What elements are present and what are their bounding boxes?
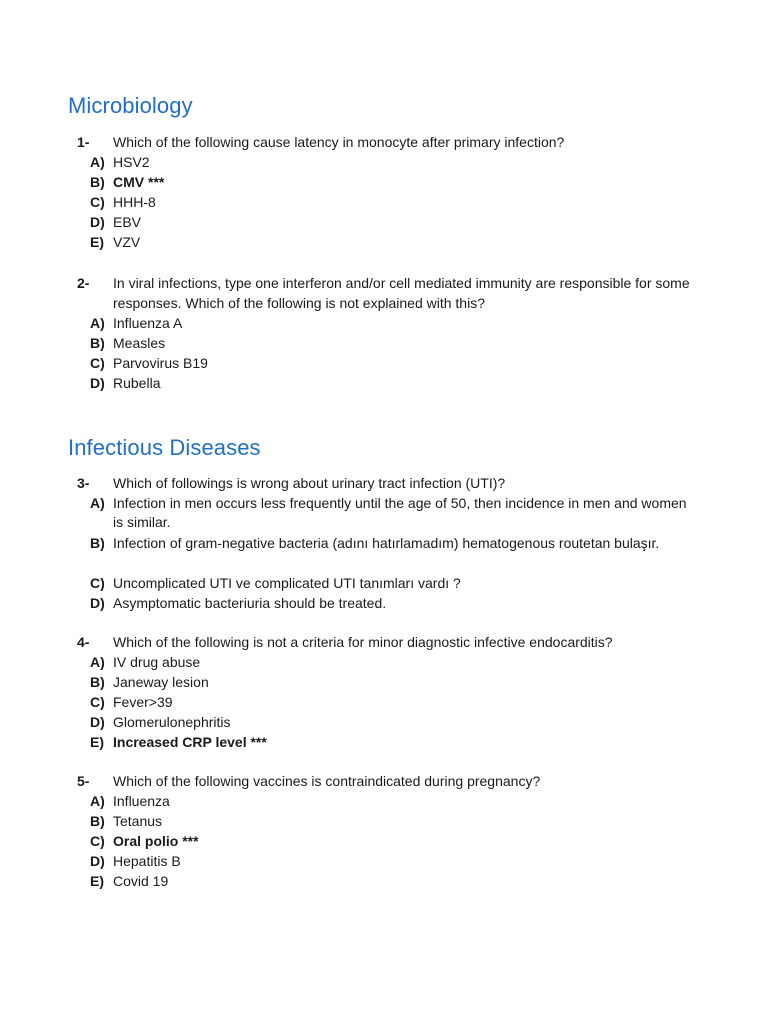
- option-b: [0, 673, 768, 693]
- option-e: [0, 872, 768, 892]
- option-letter: A): [90, 792, 105, 809]
- question-text: In viral infections, type one interferon and/or cell mediated immunity are responsible for some responses. Which of the following is not explained with this?: [113, 275, 690, 311]
- option-letter: B): [90, 534, 105, 551]
- option-letter: A): [90, 315, 105, 331]
- option-letter: E): [90, 872, 104, 889]
- section-title-infectious-diseases: Infectious Diseases: [68, 435, 261, 460]
- option-text: Glomerulonephritis: [113, 713, 231, 730]
- question-5: [0, 772, 768, 892]
- option-text: Influenza: [113, 792, 170, 809]
- option-letter: A): [90, 653, 105, 670]
- option-letter: D): [90, 213, 105, 230]
- option-letter: D): [90, 713, 105, 730]
- option-text: Hepatitis B: [113, 852, 181, 869]
- question-number: 3-: [77, 475, 90, 491]
- question-3: [0, 474, 768, 614]
- option-text: Tetanus: [113, 812, 163, 829]
- option-c: [0, 193, 768, 213]
- option-text: Rubella: [113, 375, 161, 391]
- question-number: 2-: [77, 275, 90, 291]
- option-letter: C): [90, 832, 105, 849]
- option-text: Janeway lesion: [113, 673, 209, 690]
- option-letter: B): [90, 673, 105, 690]
- option-d: [0, 213, 768, 233]
- option-b: [0, 812, 768, 832]
- option-text: IV drug abuse: [113, 653, 201, 670]
- option-text-correct: CMV ***: [113, 173, 165, 190]
- option-letter: C): [90, 193, 105, 210]
- option-text: Measles: [113, 335, 166, 351]
- question-1: [0, 133, 768, 253]
- option-letter: E): [90, 733, 104, 750]
- question-text: Which of followings is wrong about urinary tract infection (UTI)?: [113, 475, 506, 491]
- option-text: HHH-8: [113, 193, 156, 210]
- option-letter: A): [90, 494, 105, 511]
- option-letter: B): [90, 812, 105, 829]
- question-number: 1-: [77, 134, 90, 150]
- option-e: [0, 733, 768, 753]
- option-text: EBV: [113, 213, 142, 230]
- option-text: HSV2: [113, 153, 150, 170]
- option-text: Parvovirus B19: [113, 355, 208, 371]
- option-d: [0, 713, 768, 733]
- question-text: Which of the following cause latency in monocyte after primary infection?: [113, 134, 565, 150]
- option-c: [0, 693, 768, 713]
- option-letter: D): [90, 375, 105, 391]
- option-text: Asymptomatic bacteriuria should be treated.: [113, 594, 387, 611]
- option-a: [0, 314, 768, 334]
- question-text: Which of the following is not a criteria for minor diagnostic infective endocarditis?: [113, 634, 613, 650]
- question-text: Which of the following vaccines is contraindicated during pregnancy?: [113, 773, 541, 789]
- option-letter: B): [90, 335, 105, 351]
- option-c: [0, 574, 768, 594]
- option-text: Influenza A: [113, 315, 183, 331]
- option-b: [0, 334, 768, 354]
- option-letter: C): [90, 355, 105, 371]
- option-a: [0, 653, 768, 673]
- option-a: [0, 153, 768, 173]
- option-a: [0, 494, 768, 534]
- question-4: [0, 633, 768, 753]
- option-text: Covid 19: [113, 872, 169, 889]
- option-d: [0, 852, 768, 872]
- option-letter: D): [90, 594, 105, 611]
- option-d: [0, 374, 768, 394]
- question-2: [0, 274, 768, 394]
- option-letter: D): [90, 852, 105, 869]
- option-letter: B): [90, 173, 105, 190]
- section-title-microbiology: Microbiology: [68, 93, 193, 118]
- option-letter: A): [90, 153, 105, 170]
- option-b: [0, 173, 768, 193]
- option-e: [0, 233, 768, 253]
- option-text-correct: Increased CRP level ***: [113, 733, 267, 750]
- option-text: Infection in men occurs less frequently until the age of 50, then incidence in men and women is similar.: [113, 494, 687, 530]
- option-a: [0, 792, 768, 812]
- option-text-correct: Oral polio ***: [113, 832, 199, 849]
- option-c: [0, 354, 768, 374]
- question-number: 4-: [77, 634, 90, 650]
- option-text: Infection of gram-negative bacteria (adını hatırlamadım) hematogenous routetan bulaşır.: [113, 534, 660, 551]
- option-b: [0, 534, 768, 574]
- option-letter: C): [90, 693, 105, 710]
- option-text: Uncomplicated UTI ve complicated UTI tanımları vardı ?: [113, 574, 461, 591]
- option-text: VZV: [113, 233, 141, 250]
- option-text: Fever>39: [113, 693, 173, 710]
- option-letter: E): [90, 233, 104, 250]
- option-c: [0, 832, 768, 852]
- option-d: [0, 594, 768, 614]
- question-number: 5-: [77, 773, 90, 789]
- option-letter: C): [90, 574, 105, 591]
